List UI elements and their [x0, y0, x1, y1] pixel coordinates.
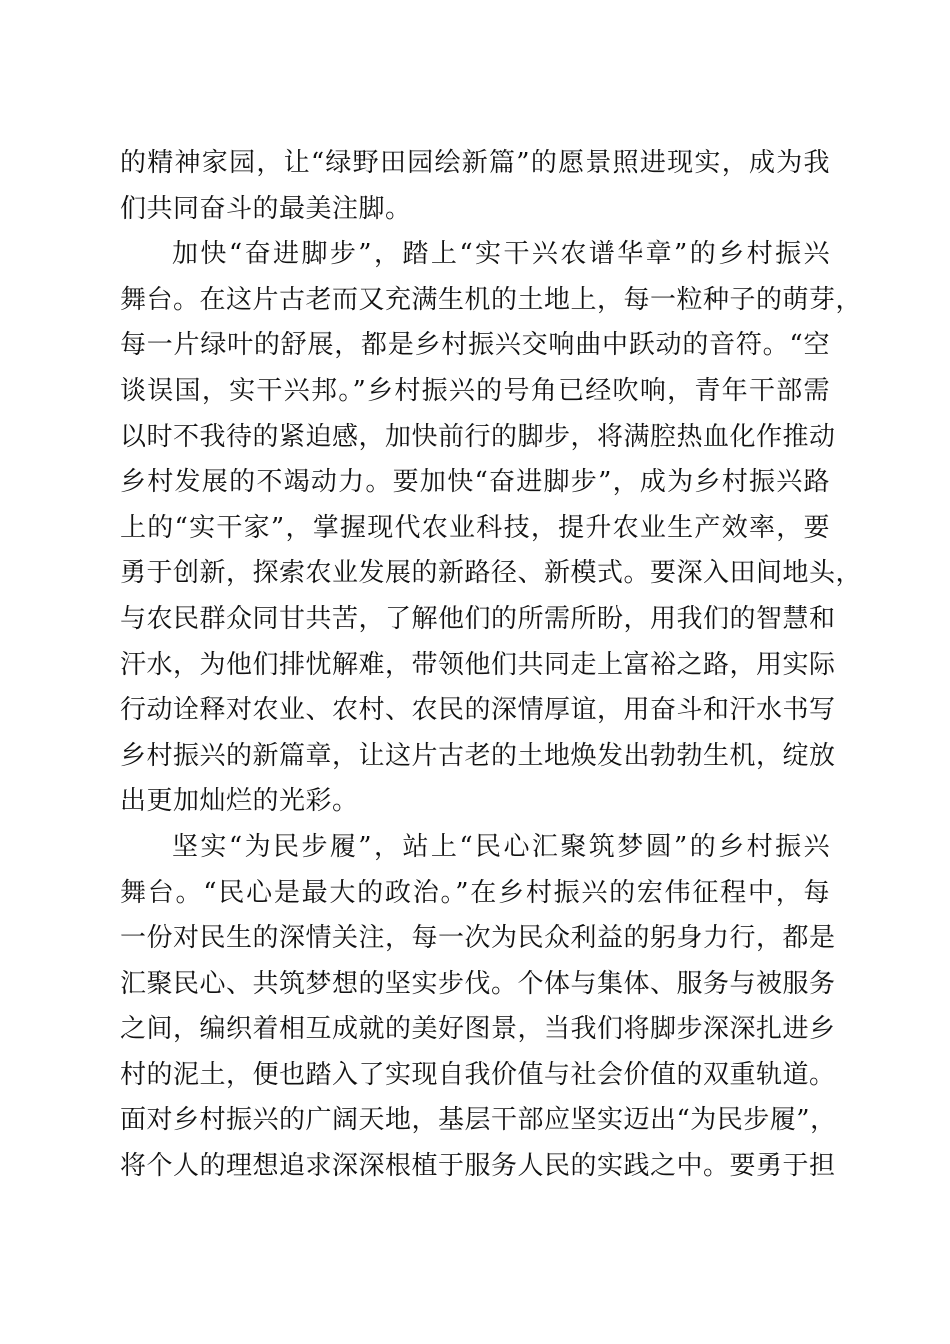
- text-line: 每一片绿叶的舒展，都是乡村振兴交响曲中跃动的音符。“空: [120, 330, 830, 361]
- text-line: 汗水，为他们排忧解难，带领他们共同走上富裕之路，用实际: [120, 649, 836, 680]
- text-line: 行动诠释对农业、农村、农民的深情厚谊，用奋斗和汗水书写: [120, 695, 836, 726]
- text-line: 上的“实干家”，掌握现代农业科技，提升农业生产效率，要: [120, 512, 830, 543]
- text-line: 出更加灿烂的光彩。: [120, 786, 359, 817]
- text-line: 将个人的理想追求深深根植于服务人民的实践之中。要勇于担: [120, 1151, 836, 1182]
- text-line: 以时不我待的紧迫感，加快前行的脚步，将满腔热血化作推动: [120, 421, 836, 452]
- text-line: 面对乡村振兴的广阔天地，基层干部应坚实迈出“为民步履”，: [120, 1105, 837, 1136]
- paragraph-first-line: 坚实“为民步履”，站上“民心汇聚筑梦圆”的乡村振兴: [172, 831, 830, 862]
- text-line: 汇聚民心、共筑梦想的坚实步伐。个体与集体、服务与被服务: [120, 968, 836, 999]
- text-line: 们共同奋斗的最美注脚。: [120, 193, 412, 224]
- text-line: 乡村振兴的新篇章，让这片古老的土地焕发出勃勃生机，绽放: [120, 740, 836, 771]
- text-line: 谈误国，实干兴邦。”乡村振兴的号角已经吹响，青年干部需: [120, 375, 830, 406]
- text-line: 的精神家园，让“绿野田园绘新篇”的愿景照进现实，成为我: [120, 148, 830, 178]
- text-line: 舞台。“民心是最大的政治。”在乡村振兴的宏伟征程中，每: [120, 877, 830, 908]
- text-line: 之间，编织着相互成就的美好图景，当我们将脚步深深扎进乡: [120, 1014, 836, 1045]
- document-page: [120, 141, 863, 1190]
- text-line: 一份对民生的深情关注，每一次为民众利益的躬身力行，都是: [120, 923, 836, 954]
- text-line: 勇于创新，探索农业发展的新路径、新模式。要深入田间地头，: [120, 558, 863, 589]
- text-line: 与农民群众同甘共苦，了解他们的所需所盼，用我们的智慧和: [120, 603, 836, 634]
- text-line: 村的泥土，便也踏入了实现自我价值与社会价值的双重轨道。: [120, 1059, 836, 1090]
- paragraph-first-line: 加快“奋进脚步”，踏上“实干兴农谱华章”的乡村振兴: [172, 239, 830, 270]
- text-line: 舞台。在这片古老而又充满生机的土地上，每一粒种子的萌芽，: [120, 284, 863, 315]
- text-line: 乡村发展的不竭动力。要加快“奋进脚步”，成为乡村振兴路: [120, 467, 830, 498]
